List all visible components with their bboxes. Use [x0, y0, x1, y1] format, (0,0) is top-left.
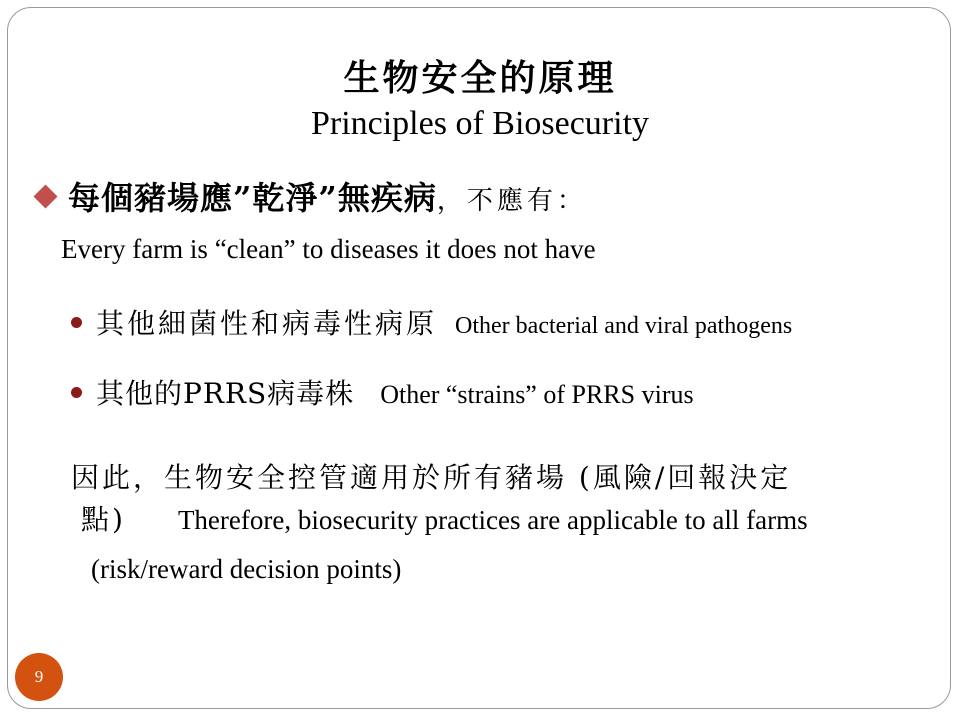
therefore-line-two — [81, 498, 941, 547]
main-bullet-chinese: 每個豬場應”乾淨”無疾病 — [68, 179, 437, 217]
therefore-paragraph — [71, 458, 941, 591]
main-bullet — [37, 173, 587, 219]
sub-bullet-english: Other “strains” of PRRS virus — [380, 380, 694, 409]
sub-bullet-chinese: 其他的PRRS病毒株 — [96, 377, 355, 410]
sub-bullet-pathogens — [71, 302, 792, 342]
therefore-english-tail: (risk/reward decision points) — [91, 554, 402, 584]
main-bullet-chinese-rest: ，不應有： — [436, 186, 587, 216]
slide-title-chinese: 生物安全的原理 — [343, 57, 617, 99]
therefore-chinese-line: 因此，生物安全控管適用於所有豬場 (風險/回報決定 — [71, 461, 792, 494]
dot-bullet-icon — [71, 387, 82, 398]
sub-bullet-chinese: 其他細菌性和病毒性病原 — [96, 307, 438, 340]
diamond-bullet-icon — [33, 184, 57, 208]
therefore-chinese-tail: 點) — [81, 503, 126, 536]
sub-bullet-english: Other bacterial and viral pathogens — [455, 313, 793, 339]
therefore-english: Therefore, biosecurity practices are applicable to all farms — [177, 505, 808, 535]
main-bullet-english: Every farm is “clean” to diseases it does not have — [61, 234, 596, 264]
slide-frame — [7, 7, 951, 709]
slide-title-english: Principles of Biosecurity — [310, 105, 650, 142]
dot-bullet-icon — [71, 317, 82, 328]
page-number-badge: 9 — [15, 653, 63, 701]
sub-bullet-prrs-strains — [71, 372, 694, 412]
